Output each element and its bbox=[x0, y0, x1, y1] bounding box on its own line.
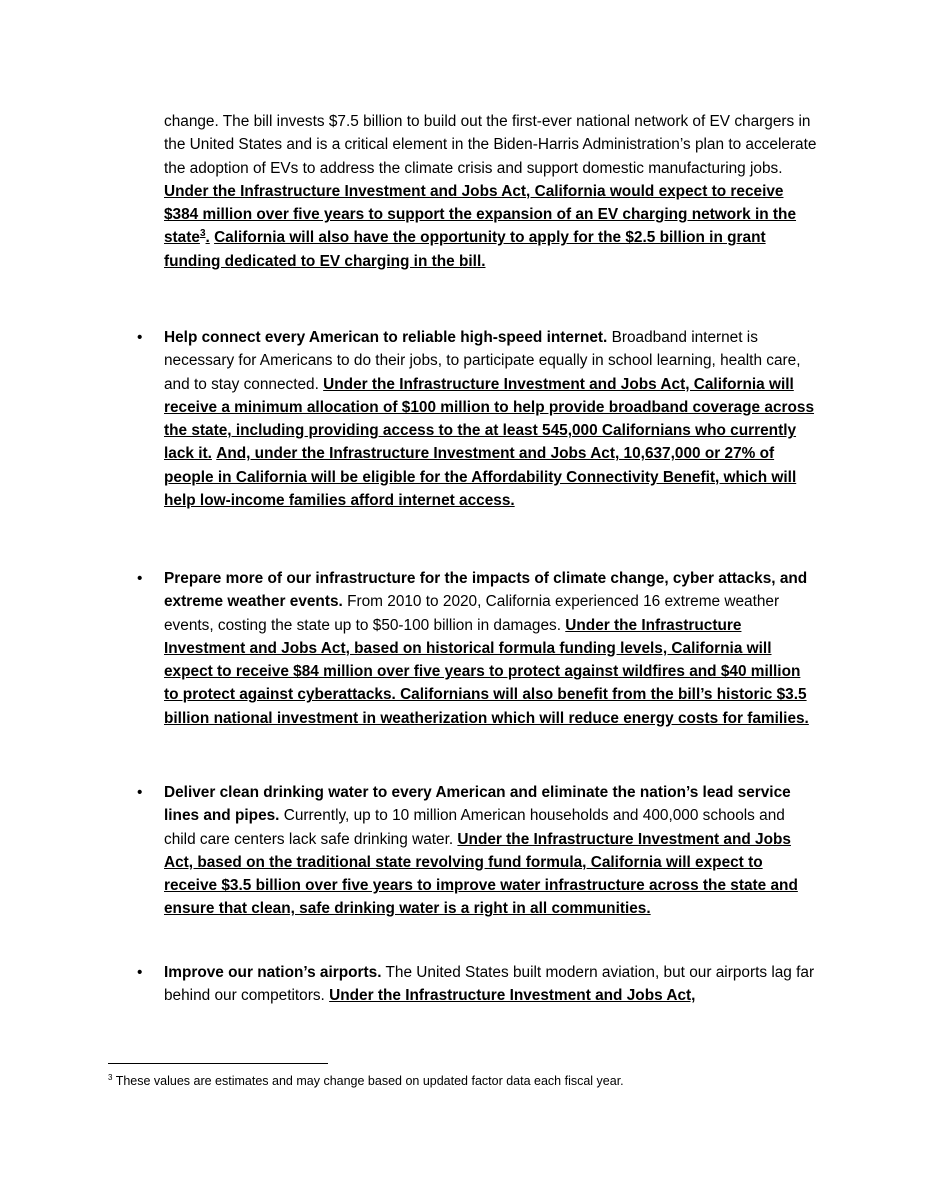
bullet-heading: Improve our nation’s airports. bbox=[164, 964, 382, 981]
bullet-underlined-text-1: Under the Infrastructure Investment and Jobs Act, based on the traditional state revolving fund formula, California will expect to receive $3.5 billion over five years to improve water infrastructure across the state and ensure that clean, safe drinking water is a right in all communities. bbox=[164, 830, 798, 918]
footnote-divider bbox=[108, 1063, 328, 1064]
bullet-marker: • bbox=[137, 329, 143, 346]
bullet-underlined-text-1: Under the Infrastructure Investment and Jobs Act, based on historical formula funding levels, California will expect to receive $84 million over five years to protect against wildfires and $40 million to protect against cyberattacks. Californians will also benefit from the bill’s historic $3.5 billion national investment in weatherization which will reduce energy costs for families. bbox=[164, 616, 809, 727]
bullet-marker: • bbox=[137, 570, 143, 587]
bullet-underlined-text-2: And, under the Infrastructure Investment and Jobs Act, 10,637,000 or 27% of people in California will be eligible for the Affordability Connectivity Benefit, which will help low-income families afford internet access. bbox=[164, 445, 797, 510]
bullet-plain-text: Currently, up to 10 million American households and 400,000 schools and child care centers lack safe drinking water. bbox=[164, 807, 785, 848]
bullet-underlined-text-1: Under the Infrastructure Investment and Jobs Act, bbox=[329, 987, 696, 1005]
footnote-reference: 3 bbox=[199, 228, 206, 240]
bullet-heading: Help connect every American to reliable high-speed internet. bbox=[164, 329, 608, 346]
bullet-underlined-text-1: Under the Infrastructure Investment and Jobs Act, California will receive a minimum allocation of $100 million to help provide broadband coverage across the state, including providing access to the at least 545,000 Californians who currently lack it. bbox=[164, 375, 815, 463]
bullet-heading: Deliver clean drinking water to every American and eliminate the nation’s lead service lines and pipes. bbox=[164, 784, 791, 825]
bullet-heading: Prepare more of our infrastructure for the impacts of climate change, cyber attacks, and extreme weather events. bbox=[164, 570, 808, 611]
bullet-text bbox=[164, 326, 819, 512]
intro-underlined-text-1-end: . bbox=[205, 229, 210, 247]
bullet-text bbox=[164, 781, 819, 921]
footnote-text: These values are estimates and may change based on updated factor data each fiscal year. bbox=[112, 1074, 624, 1088]
bullet-plain-text: Broadband internet is necessary for Americans to do their jobs, to participate equally in school learning, health care, and to stay connected. bbox=[164, 329, 801, 393]
intro-plain-text: change. The bill invests $7.5 billion to build out the first-ever national network of EV chargers in the United States and is a critical element in the Biden-Harris Administration’s plan to accelerate the adoption of EVs to address the climate crisis and support domestic manufacturing jobs. bbox=[164, 113, 817, 177]
bullet-plain-text: From 2010 to 2020, California experienced 16 extreme weather events, costing the state up to $50-100 billion in damages. bbox=[164, 593, 780, 634]
footnote-number: 3 bbox=[108, 1072, 113, 1082]
intro-underlined-text-1: Under the Infrastructure Investment and Jobs Act, California would expect to receive $384 million over five years to support the expansion of an EV charging network in the state bbox=[164, 182, 797, 247]
bullet-text bbox=[164, 961, 819, 1008]
intro-paragraph bbox=[164, 110, 819, 273]
bullet-marker: • bbox=[137, 784, 143, 801]
bullet-plain-text: The United States built modern aviation, but our airports lag far behind our competitors. bbox=[164, 964, 815, 1005]
footnote bbox=[108, 1073, 808, 1089]
bullet-marker: • bbox=[137, 964, 143, 981]
intro-underlined-text-2: California will also have the opportunity to apply for the $2.5 billion in grant funding dedicated to EV charging in the bill. bbox=[164, 229, 766, 270]
bullet-text bbox=[164, 567, 819, 730]
